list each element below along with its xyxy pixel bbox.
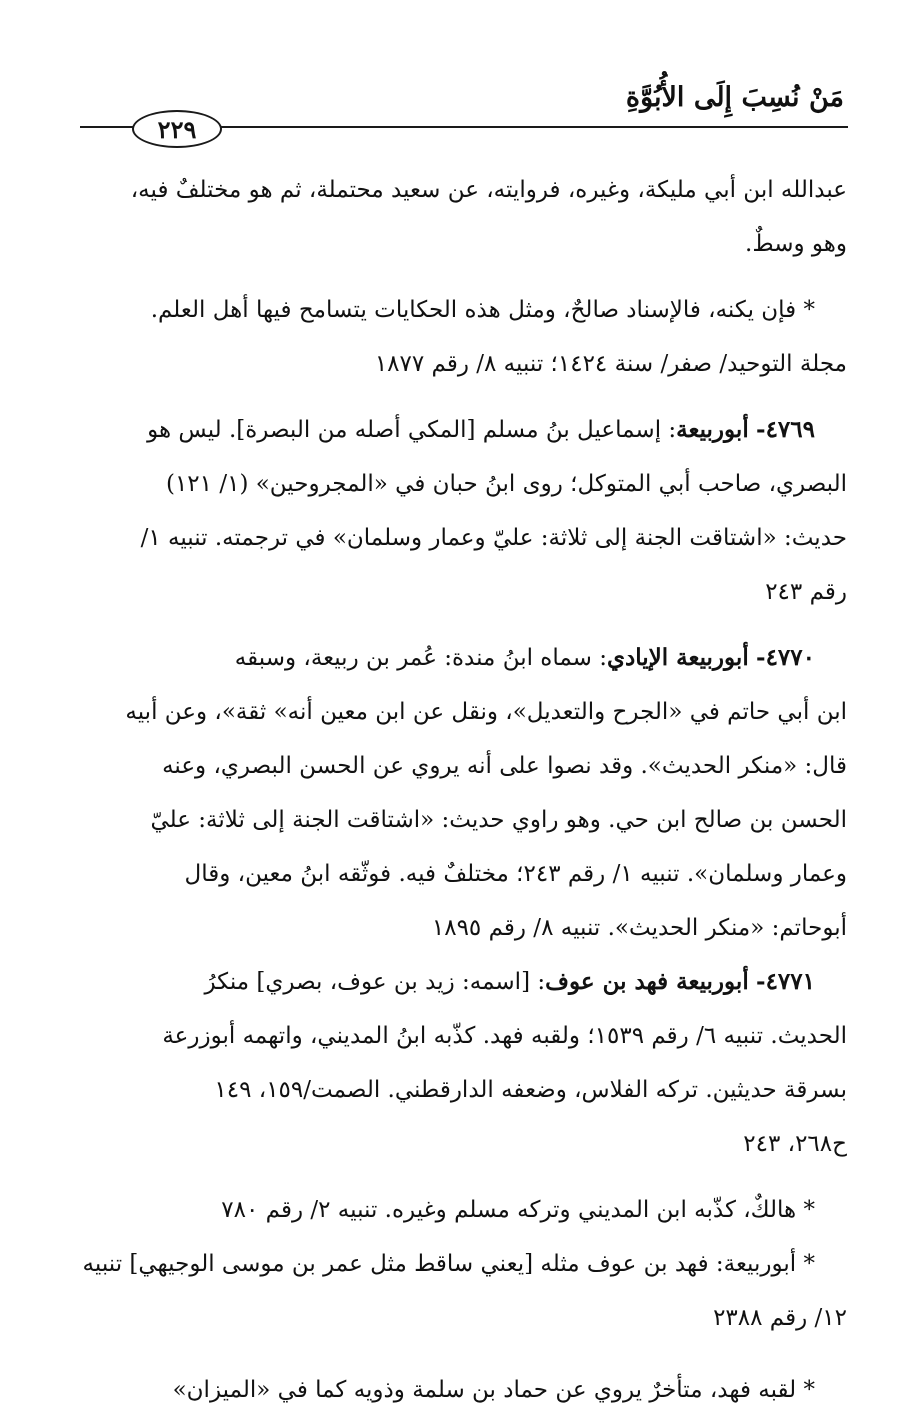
note-paragraph [80, 1183, 847, 1237]
paragraph-continuation [80, 163, 847, 271]
text-line: ح٢٦٨، ٢٤٣ [743, 1131, 847, 1157]
entry-4771 [80, 955, 847, 1171]
entry-name: أبوربيعة [676, 416, 749, 443]
running-head-title: مَنْ نُسِبَ إِلَى الأُبُوَّةِ [625, 82, 844, 113]
entry-4770 [80, 631, 847, 955]
entry-number: ٤٧٧٠- [756, 644, 815, 671]
text-line: * هالكٌ، كذّبه ابن المديني وتركه مسلم وغيره. تنبيه ٢/ رقم ٧٨٠ [221, 1197, 815, 1223]
text-line: الحسن بن صالح ابن حي. وهو راوي حديث: «اشتاقت الجنة إلى ثلاثة: عليّ [150, 807, 847, 833]
entry-first-line [80, 631, 847, 685]
text-line: * لقبه فهد، متأخرٌ يروي عن حماد بن سلمة وذويه كما في «الميزان» [172, 1377, 815, 1403]
text-line: الحديث. تنبيه ٦/ رقم ١٥٣٩؛ ولقبه فهد. كذّبه ابنُ المديني، واتهمه أبوزرعة [162, 1023, 847, 1049]
entry-number: ٤٧٧١- [756, 968, 815, 995]
text-line: بسرقة حديثين. تركه الفلاس، وضعفه الدارقطني. الصمت/١٥٩، ١٤٩ [214, 1077, 847, 1103]
text-line: قال: «منكر الحديث». وقد نصوا على أنه يروي عن الحسن البصري، وعنه [162, 753, 847, 779]
entry-first-line [80, 955, 847, 1009]
note-paragraph [80, 1363, 847, 1417]
text-line: عبدالله ابن أبي مليكة، وغيره، فروايته، عن سعيد محتملة، ثم هو مختلفٌ فيه، [130, 177, 847, 203]
text-line: وهو وسطٌ. [745, 231, 847, 257]
page-number: ٢٢٩ [132, 110, 222, 148]
entry-name: أبوربيعة الإيادي [607, 644, 749, 671]
text-line: رقم ٢٤٣ [765, 579, 847, 605]
text-line: أبوحاتم: «منكر الحديث». تنبيه ٨/ رقم ١٨٩٥ [431, 915, 847, 941]
note-paragraph [80, 1237, 847, 1345]
text-line: البصري، صاحب أبي المتوكل؛ روى ابنُ حبان في «المجروحين» (١/ ١٢١) [165, 471, 847, 497]
body-text [80, 163, 847, 1417]
entry-text: : إسماعيل بنُ مسلم [المكي أصله من البصرة]. ليس هو [147, 417, 677, 443]
text-line: وعمار وسلمان». تنبيه ١/ رقم ٢٤٣؛ مختلفٌ فيه. فوثّقه ابنُ معين، وقال [184, 861, 847, 887]
text-line: مجلة التوحيد/ صفر/ سنة ١٤٢٤؛ تنبيه ٨/ رقم ١٨٧٧ [374, 351, 847, 377]
entry-number: ٤٧٦٩- [756, 416, 815, 443]
text-line: حديث: «اشتاقت الجنة إلى ثلاثة: عليّ وعمار وسلمان» في ترجمته. تنبيه ١/ [140, 525, 847, 551]
entry-first-line [80, 403, 847, 457]
entry-text: : سماه ابنُ مندة: عُمر بن ربيعة، وسبقه [234, 645, 607, 671]
text-line: ابن أبي حاتم في «الجرح والتعديل»، ونقل عن ابن معين أنه» ثقة»، وعن أبيه [125, 699, 847, 725]
text-line: * أبوربيعة: فهد بن عوف مثله [يعني ساقط مثل عمر بن موسى الوجيهي] تنبيه [82, 1251, 815, 1277]
text-line: * فإن يكنه، فالإسناد صالحٌ، ومثل هذه الحكايات يتسامح فيها أهل العلم. [150, 297, 815, 323]
entry-name: أبوربيعة فهد بن عوف [545, 968, 749, 995]
text-line: ١٢/ رقم ٢٣٨٨ [713, 1305, 847, 1331]
note-paragraph [80, 283, 847, 391]
entry-text: : [اسمه: زيد بن عوف، بصري] منكرُ [204, 969, 546, 995]
entry-4769 [80, 403, 847, 619]
